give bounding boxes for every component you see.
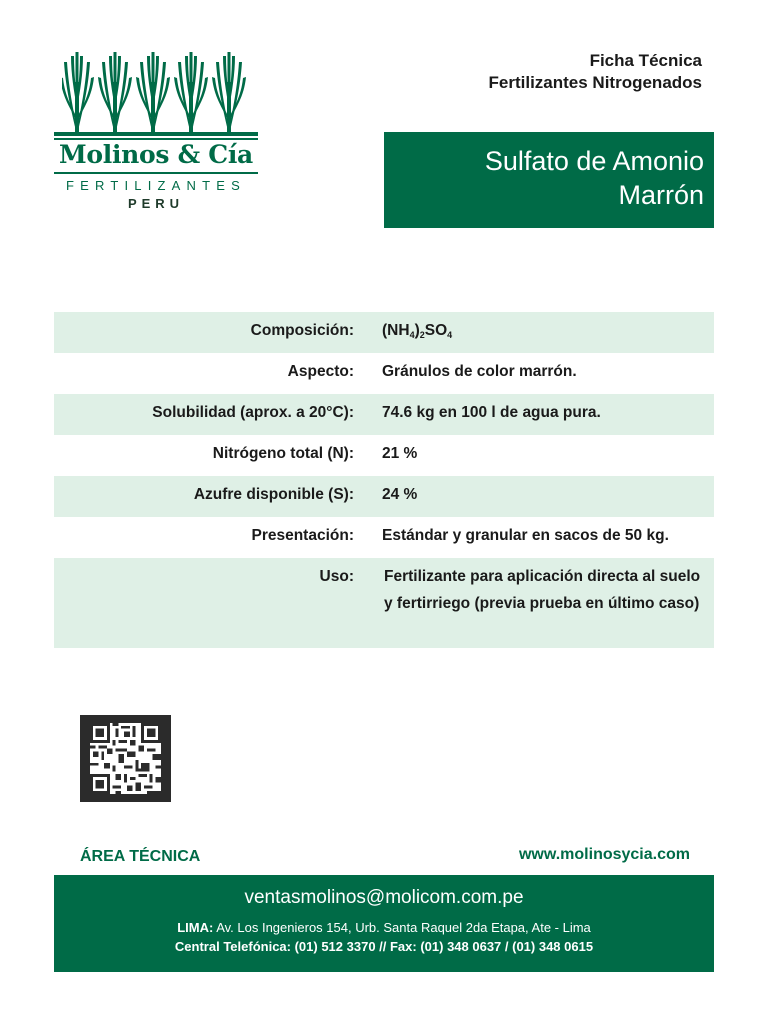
spec-value: 21 % [382,445,418,462]
qr-code[interactable] [80,715,171,802]
logo-subtitle: FERTILIZANTES [65,178,247,193]
spec-label: Nitrógeno total (N): [212,445,354,462]
city-label: LIMA: [177,920,214,935]
spec-value: 24 % [382,486,418,503]
company-logo [54,52,258,214]
website-link[interactable]: www.molinosycia.com [518,846,690,863]
spec-label: Composición: [250,322,354,339]
address-line [54,920,714,935]
wheat-plants-logo-icon [62,52,254,136]
contact-footer [54,875,714,972]
spec-label: Uso: [319,568,354,585]
spec-value: Fertilizante para aplicación directa al suelo y fertirriego (previa prueba en último caso) [384,568,701,612]
product-name-line1: Sulfato de Amonio [484,146,704,176]
product-title-box [384,132,714,228]
document-category: Fertilizantes Nitrogenados [488,73,702,92]
formula-part: (NH [382,322,410,339]
document-type: Ficha Técnica [589,51,702,70]
spec-label: Azufre disponible (S): [193,486,354,503]
spec-row-azufre [54,476,714,517]
spec-label: Aspecto: [287,363,354,380]
phone-line: Central Telefónica: (01) 512 3370 // Fax: (01) 348 0637 / (01) 348 0615 [174,939,594,954]
formula-subscript: 4 [409,330,415,340]
spec-row-nitrogeno [54,435,714,476]
logo-company-name: Molinos & Cía [59,140,253,169]
spec-row-aspecto [54,353,714,394]
spec-row-uso [54,558,714,648]
spec-row-composicion [54,312,714,353]
spec-label: Solubilidad (aprox. a 20°C): [152,404,354,421]
product-name-line2: Marrón [618,180,704,210]
spec-row-presentacion [54,517,714,558]
logo-rule-bottom [54,172,258,174]
formula-part: SO [424,322,448,339]
spec-value: Estándar y granular en sacos de 50 kg. [382,527,669,544]
spec-value: Gránulos de color marrón. [382,363,577,380]
spec-row-solubilidad [54,394,714,435]
spec-value: 74.6 kg en 100 l de agua pura. [382,404,601,421]
spec-label: Presentación: [251,527,354,544]
spec-value-formula [382,322,452,340]
logo-rule-top [54,132,258,136]
formula-subscript: 2 [419,330,425,340]
email-link[interactable]: ventasmolinos@molicom.com.pe [244,887,524,908]
document-header [489,50,702,94]
area-tecnica-label: ÁREA TÉCNICA [80,848,201,865]
logo-country: PERU [127,196,185,211]
spec-table [54,312,714,648]
address-text: Av. Los Ingenieros 154, Urb. Santa Raquel 2da Etapa, Ate - Lima [216,920,591,935]
formula-subscript: 4 [447,330,453,340]
qr-code-icon [89,723,162,794]
formula-part: ) [414,322,420,339]
